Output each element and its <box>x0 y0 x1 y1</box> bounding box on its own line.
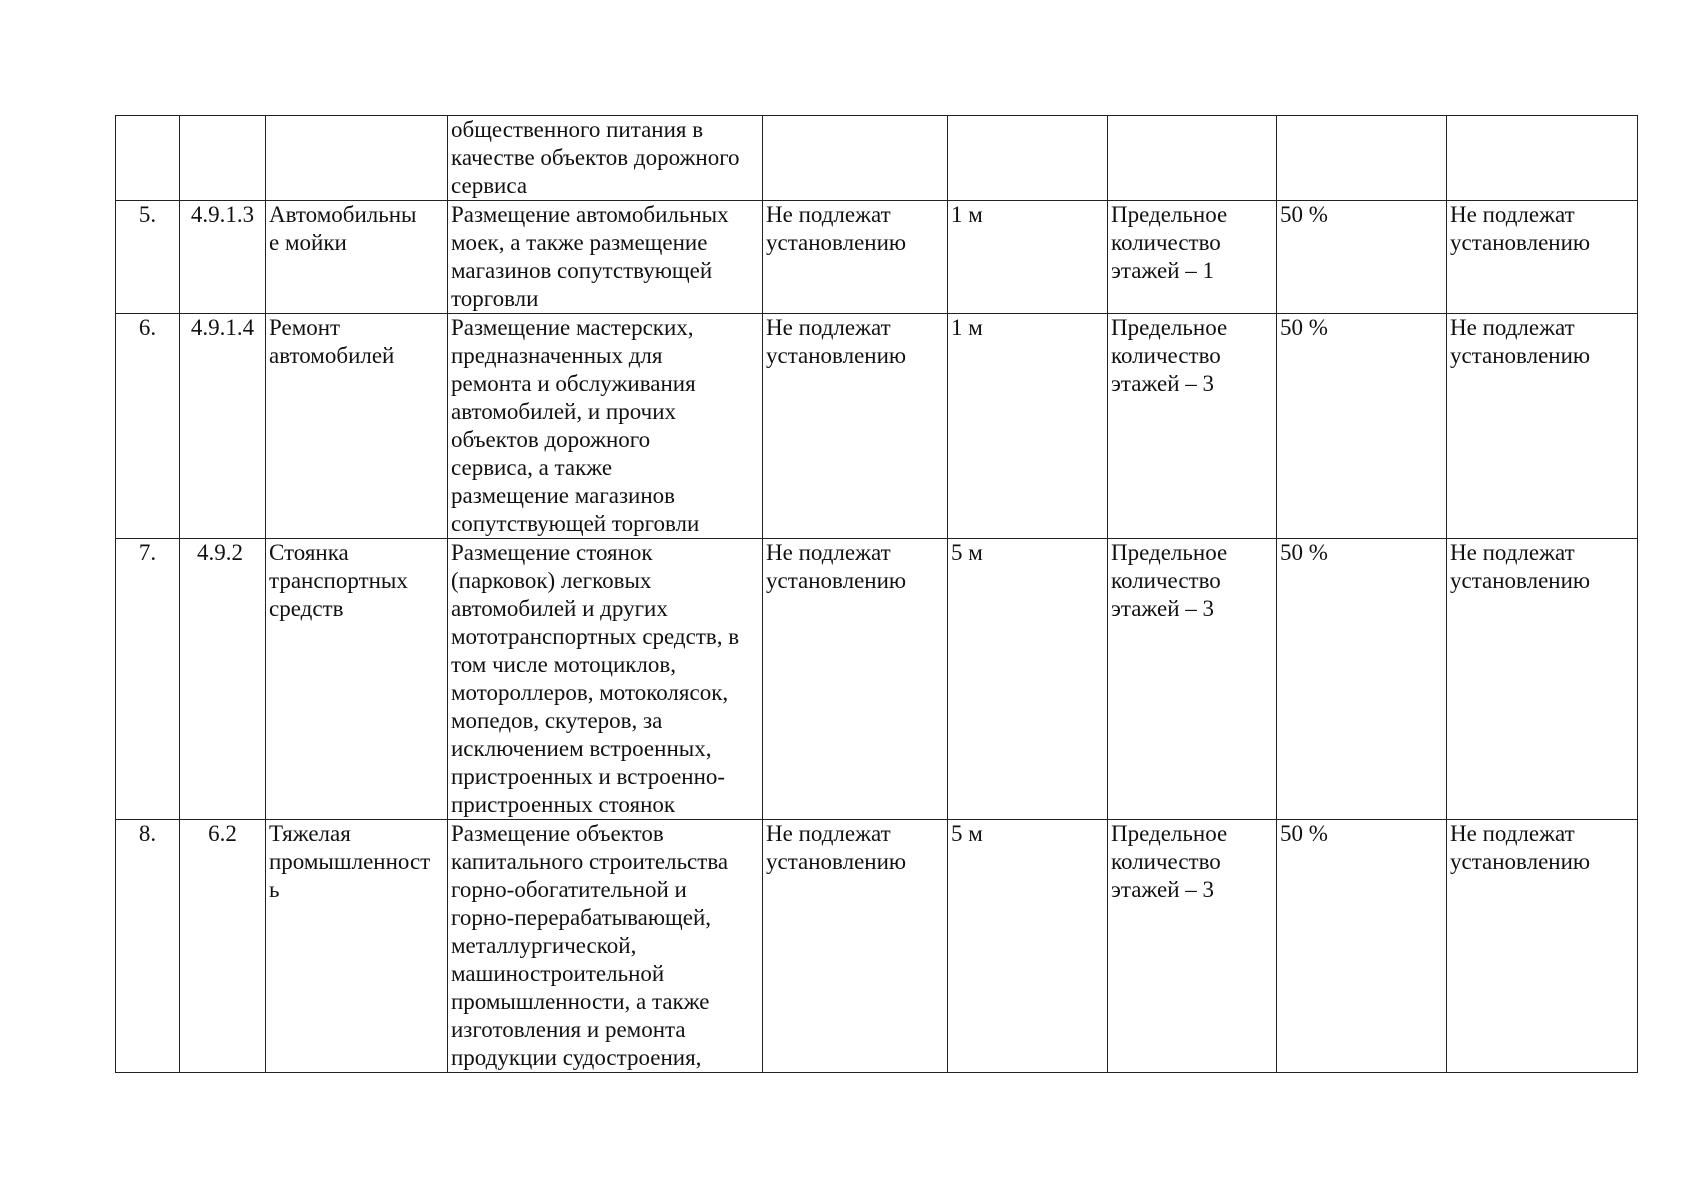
use-code: 4.9.2 <box>180 539 266 820</box>
table-row <box>116 314 1638 539</box>
col7-value: Предельное количество этажей – 3 <box>1108 314 1277 539</box>
use-description: Размещение автомобильных моек, а также размещение магазинов сопутствующей торговли <box>448 201 763 314</box>
row-number: 7. <box>116 539 180 820</box>
table-row <box>116 116 1638 201</box>
use-description: Размещение мастерских, предназначенных для ремонта и обслуживания автомобилей, и прочих объектов дорожного сервиса, а также размещение магазинов сопутствующей торговли <box>448 314 763 539</box>
col8-value: 50 % <box>1277 539 1447 820</box>
col8-value: 50 % <box>1277 201 1447 314</box>
col6-value: 5 м <box>948 820 1108 1073</box>
col9-value: Не подлежат установлению <box>1447 314 1638 539</box>
col9-value: Не подлежат установлению <box>1447 539 1638 820</box>
col9-value <box>1447 116 1638 201</box>
col8-value: 50 % <box>1277 820 1447 1073</box>
col7-value: Предельное количество этажей – 3 <box>1108 539 1277 820</box>
use-description: Размещение объектов капитального строительства горно-обогатительной и горно-перерабатывающей, металлургической, машиностроительной промышленности, а также изготовления и ремонта продукции судостроения, <box>448 820 763 1073</box>
col9-value: Не подлежат установлению <box>1447 201 1638 314</box>
col8-value <box>1277 116 1447 201</box>
col9-value: Не подлежат установлению <box>1447 820 1638 1073</box>
regulations-table <box>115 115 1638 1073</box>
row-number <box>116 116 180 201</box>
col7-value: Предельное количество этажей – 3 <box>1108 820 1277 1073</box>
use-name: Стоянка транспортных средств <box>266 539 448 820</box>
col5-value: Не подлежат установлению <box>763 539 948 820</box>
table-row <box>116 201 1638 314</box>
table-row <box>116 820 1638 1073</box>
use-name <box>266 116 448 201</box>
col6-value: 5 м <box>948 539 1108 820</box>
use-code: 4.9.1.3 <box>180 201 266 314</box>
col6-value: 1 м <box>948 314 1108 539</box>
use-code <box>180 116 266 201</box>
use-description: общественного питания в качестве объектов дорожного сервиса <box>448 116 763 201</box>
row-number: 5. <box>116 201 180 314</box>
table-row <box>116 539 1638 820</box>
col5-value: Не подлежат установлению <box>763 201 948 314</box>
col7-value <box>1108 116 1277 201</box>
col5-value <box>763 116 948 201</box>
use-name: Автомобильны е мойки <box>266 201 448 314</box>
col7-value: Предельное количество этажей – 1 <box>1108 201 1277 314</box>
col5-value: Не подлежат установлению <box>763 314 948 539</box>
row-number: 6. <box>116 314 180 539</box>
col8-value: 50 % <box>1277 314 1447 539</box>
col6-value: 1 м <box>948 201 1108 314</box>
row-number: 8. <box>116 820 180 1073</box>
col5-value: Не подлежат установлению <box>763 820 948 1073</box>
use-name: Тяжелая промышленност ь <box>266 820 448 1073</box>
col6-value <box>948 116 1108 201</box>
use-name: Ремонт автомобилей <box>266 314 448 539</box>
use-code: 4.9.1.4 <box>180 314 266 539</box>
use-code: 6.2 <box>180 820 266 1073</box>
use-description: Размещение стоянок (парковок) легковых автомобилей и других мототранспортных средств, в том числе мотоциклов, мотороллеров, мотоколясок, мопедов, скутеров, за исключением встроенных, пристроенных и встроенно- пристроенных стоянок <box>448 539 763 820</box>
